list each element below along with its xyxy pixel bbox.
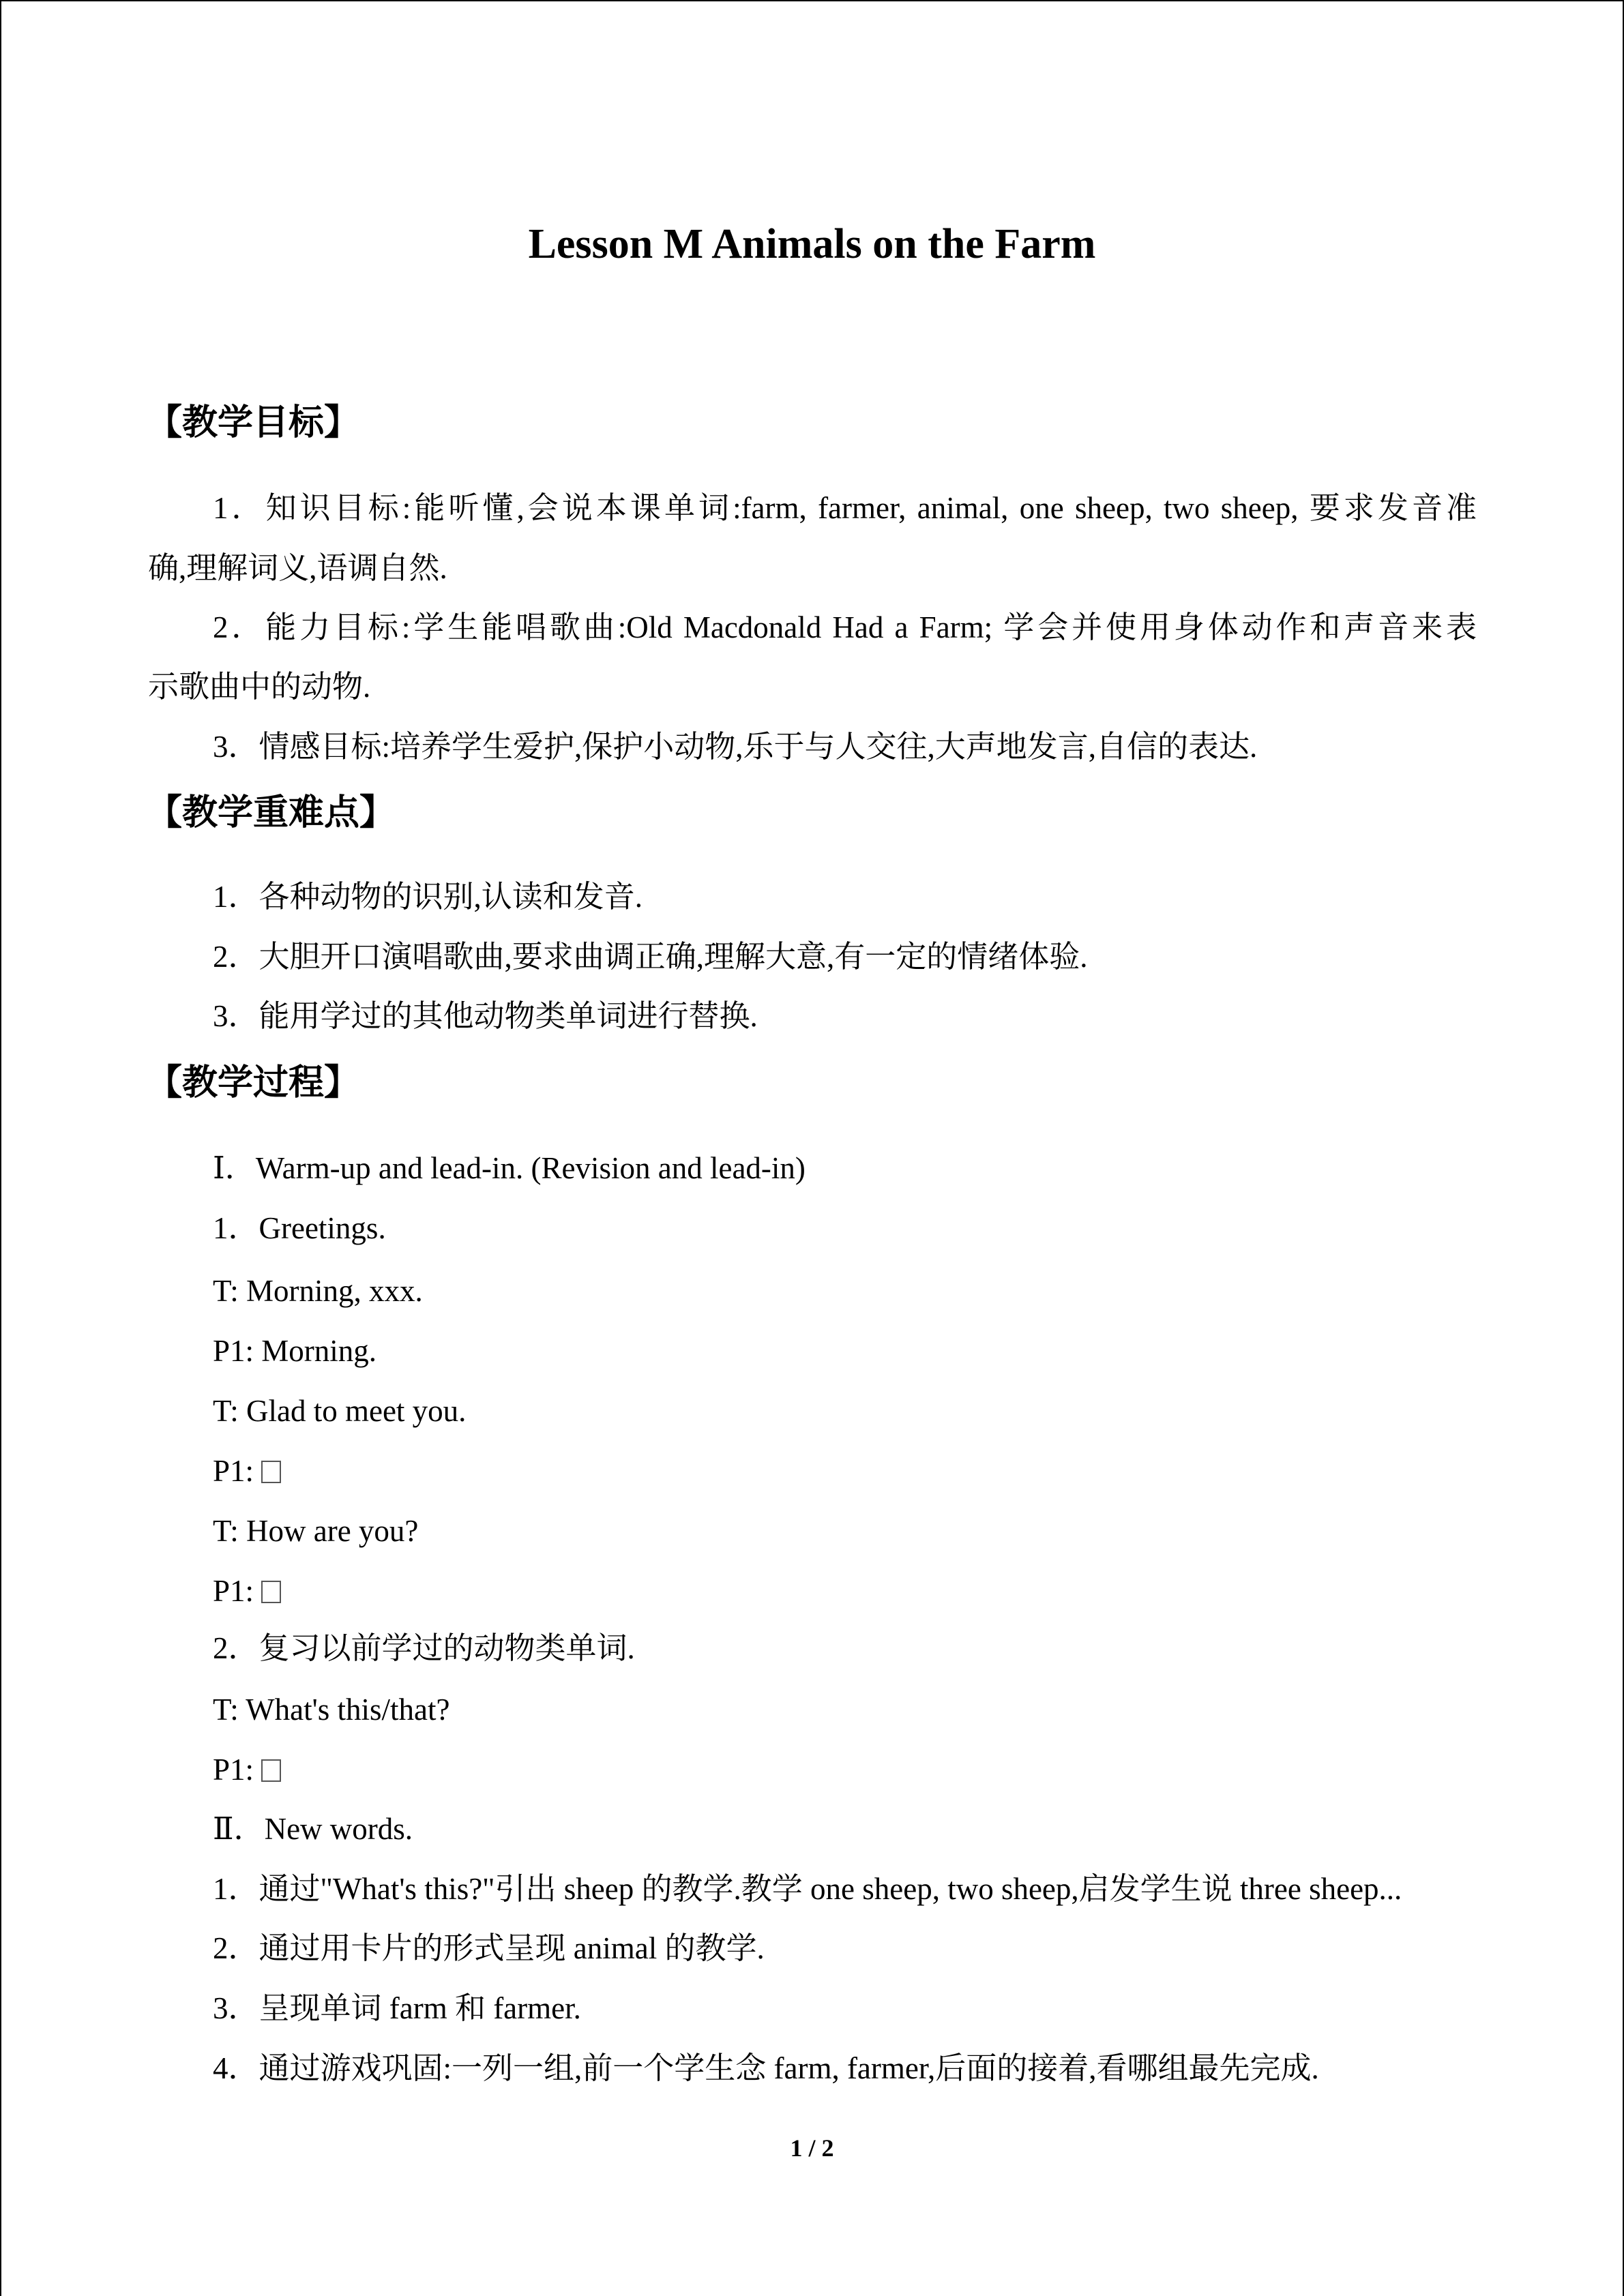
process-line-dialogue-t4: T: What's this/that?: [213, 1693, 450, 1727]
key-point-1: 1．各种动物的识别,认读和发音.: [213, 880, 643, 914]
process-line-dialogue-p4: [213, 1749, 281, 1790]
process-line-dialogue-p1: P1: Morning.: [213, 1334, 377, 1368]
speaker-label: P1:: [213, 1574, 262, 1608]
objective-1-line-2: 确,理解词义,语调自然.: [148, 551, 447, 585]
placeholder-box-icon: [261, 1461, 281, 1483]
section-heading-key-points: 【教学重难点】: [147, 792, 396, 833]
placeholder-box-icon: [261, 1759, 281, 1782]
section-heading-objectives: 【教学目标】: [147, 402, 360, 443]
key-point-3: 3．能用学过的其他动物类单词进行替换.: [213, 999, 758, 1033]
process-line-review: 2．复习以前学过的动物类单词.: [213, 1631, 635, 1665]
process-line-dialogue-t2: T: Glad to meet you.: [213, 1394, 467, 1428]
page-number: 1 / 2: [790, 2134, 834, 2162]
placeholder-box-icon: [261, 1581, 281, 1603]
process-line-dialogue-p3: [213, 1570, 281, 1611]
process-line-step-2: 2．通过用卡片的形式呈现 animal 的教学.: [213, 1931, 765, 1965]
page-border-left: [0, 0, 1, 2296]
speaker-label: P1:: [213, 1454, 262, 1488]
process-line-warmup: Ⅰ．Warm-up and lead-in. (Revision and lead-in): [213, 1151, 806, 1185]
process-line-step-3: 3．呈现单词 farm 和 farmer.: [213, 1991, 581, 2025]
objective-1-line-1: 1．知识目标:能听懂,会说本课单词:farm, farmer, animal, one sheep, two sheep, 要求发音准: [213, 491, 1477, 525]
objective-3-line-1: 3．情感目标:培养学生爱护,保护小动物,乐于与人交往,大声地发言,自信的表达.: [213, 730, 1258, 764]
process-line-dialogue-p2: [213, 1450, 281, 1491]
section-heading-process: 【教学过程】: [147, 1062, 360, 1103]
speaker-label: P1:: [213, 1753, 262, 1787]
process-line-step-4: 4．通过游戏巩固:一列一组,前一个学生念 farm, farmer,后面的接着,看哪组最先完成.: [213, 2051, 1319, 2085]
objective-2-line-2: 示歌曲中的动物.: [148, 670, 371, 704]
objective-2-line-1: 2．能力目标:学生能唱歌曲:Old Macdonald Had a Farm; 学会并使用身体动作和声音来表: [213, 610, 1477, 644]
process-line-dialogue-t1: T: Morning, xxx.: [213, 1274, 423, 1308]
key-point-2: 2．大胆开口演唱歌曲,要求曲调正确,理解大意,有一定的情绪体验.: [213, 940, 1088, 974]
document-title: Lesson M Animals on the Farm: [528, 221, 1096, 267]
process-line-greetings: 1．Greetings.: [213, 1211, 386, 1245]
process-line-new-words: Ⅱ．New words.: [213, 1812, 413, 1846]
process-line-step-1: 1．通过"What's this?"引出 sheep 的教学.教学 one sheep, two sheep,启发学生说 three sheep...: [213, 1872, 1402, 1906]
page-border-top: [0, 0, 1624, 1]
process-line-dialogue-t3: T: How are you?: [213, 1514, 419, 1548]
